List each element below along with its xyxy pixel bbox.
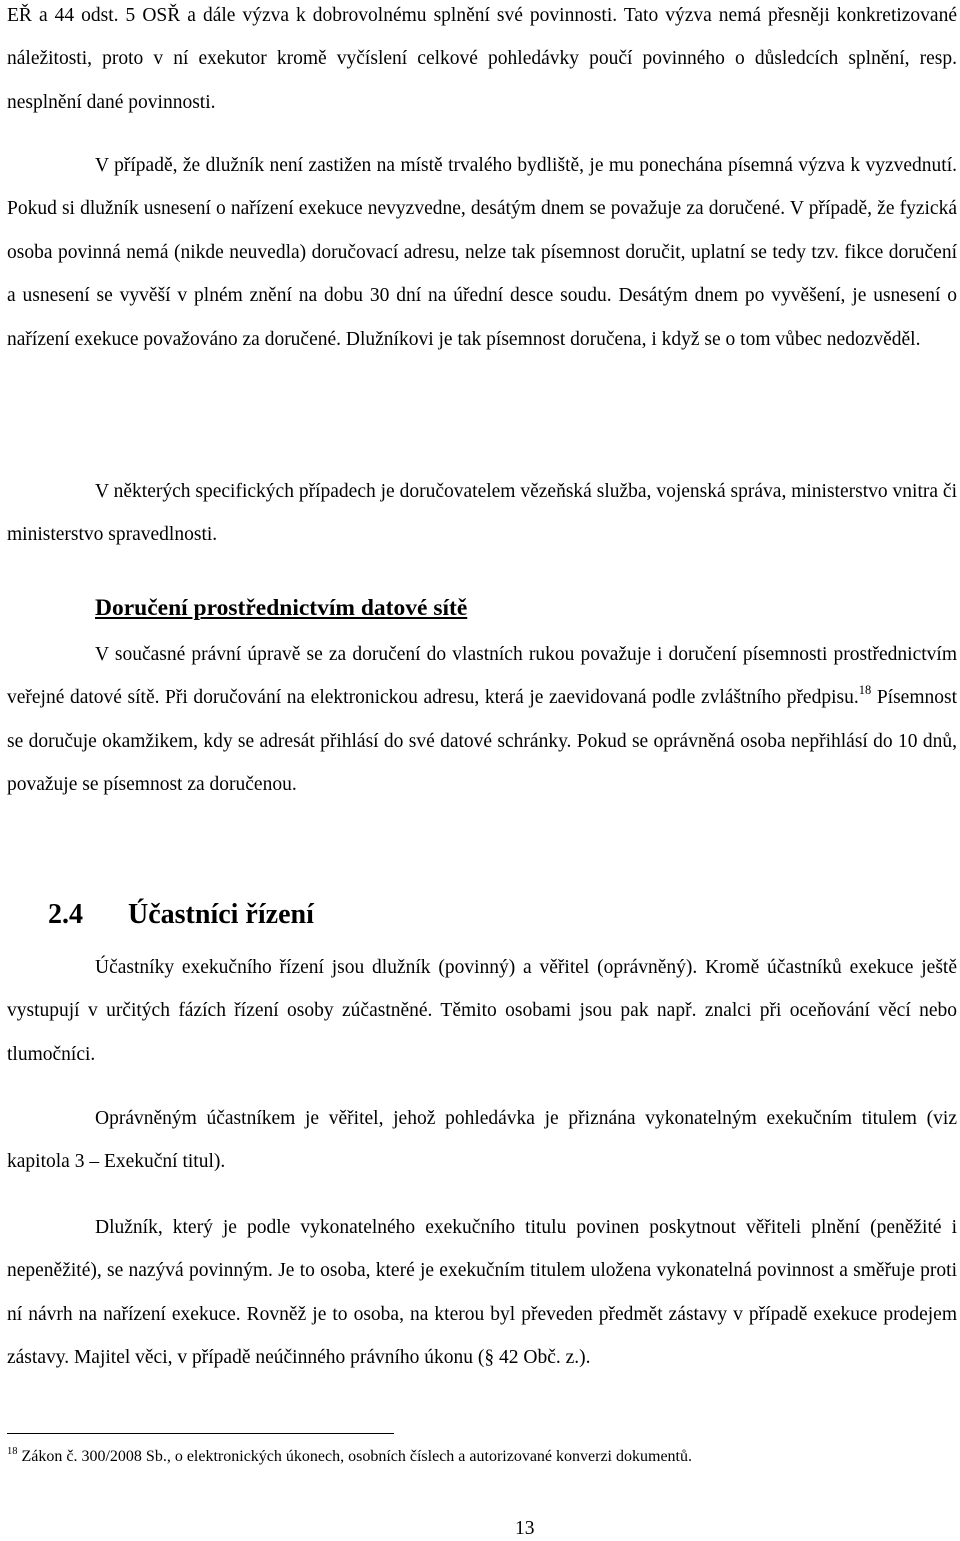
paragraph-data-network-part1: V současné právní úpravě se za doručení do vlastních rukou považuje i doručení písemnosti prostřednictvím veřejné datové sítě. Při doručování na elektronickou adresu, která je zaevidovaná podle zvláštního předpisu. <box>7 644 957 709</box>
paragraph-participants: Účastníky exekučního řízení jsou dlužník (povinný) a věřitel (oprávněný). Kromě účastníků exekuce ještě vystupují v určitých fázích řízení osoby zúčastněné. Těmito osobami jsou pak např. znalci při oceňování věcí nebo tlumočníci. <box>7 957 957 1065</box>
paragraph-continuation: EŘ a 44 odst. 5 OSŘ a dále výzva k dobrovolnému splnění své povinnosti. Tato výzva nemá přesněji konkretizované náležitosti, proto v ní exekutor kromě vyčíslení celkové pohledávky poučí povinného o důsledcích splnění, resp. nesplnění dané povinnosti. <box>7 5 957 113</box>
paragraph-specific-cases: V některých specifických případech je doručovatelem vězeňská služba, vojenská správa, ministerstvo vnitra či ministerstvo spravedlnosti. <box>7 481 957 546</box>
footnote-marker: 18 <box>7 1446 18 1457</box>
page-number: 13 <box>515 1518 535 1539</box>
paragraph-debtor: Dlužník, který je podle vykonatelného exekučního titulu povinen poskytnout věřiteli plnění (peněžité i nepeněžité), se nazývá povinným. Je to osoba, které je exekučním titulem uložena vykonatelná povinnost a směřuje proti ní návrh na nařízení exekuce. Rovněž je to osoba, na kterou byl převeden předmět zástavy v případě exekuce prodejem zástavy. Majitel věci, v případě neúčinného právního úkonu (§ 42 Obč. z.). <box>7 1217 957 1369</box>
section-title: Účastníci řízení <box>128 899 314 930</box>
section-heading <box>48 893 314 937</box>
paragraph-data-network-part2: Písemnost se doručuje okamžikem, kdy se adresát přihlásí do své datové schránky. Pokud se oprávněná osoba nepřihlásí do 10 dnů, považuje se písemnost za doručenou. <box>7 687 957 796</box>
footnote-text: Zákon č. 300/2008 Sb., o elektronických úkonech, osobních číslech a autorizované konverzi dokumentů. <box>21 1448 692 1465</box>
footnote-separator <box>7 1433 394 1434</box>
subsection-heading: Doručení prostřednictvím datové sítě <box>95 595 468 621</box>
footnote-reference[interactable]: 18 <box>858 683 872 698</box>
footnote <box>7 1444 957 1470</box>
paragraph-delivery-absence: V případě, že dlužník není zastižen na místě trvalého bydliště, je mu ponechána písemná výzva k vyzvednutí. Pokud si dlužník usnesení o nařízení exekuce nevyzvedne, desátým dnem se považuje za doručené. V případě, že fyzická osoba povinná nemá (nikde neuvedla) doručovací adresu, nelze tak písemnost doručit, uplatní se tedy tzv. fikce doručení a usnesení se vyvěší v plném znění na dobu 30 dní na úřední desce soudu. Desátým dnem po vyvěšení, je usnesení o nařízení exekuce považováno za doručené. Dlužníkovi je tak písemnost doručena, i když se o tom vůbec nedozvěděl. <box>7 155 957 350</box>
paragraph-creditor: Oprávněným účastníkem je věřitel, jehož pohledávka je přiznána vykonatelným exekučním titulem (viz kapitola 3 – Exekuční titul). <box>7 1108 957 1173</box>
section-number: 2.4 <box>48 899 83 930</box>
paragraph-data-network <box>7 633 957 807</box>
